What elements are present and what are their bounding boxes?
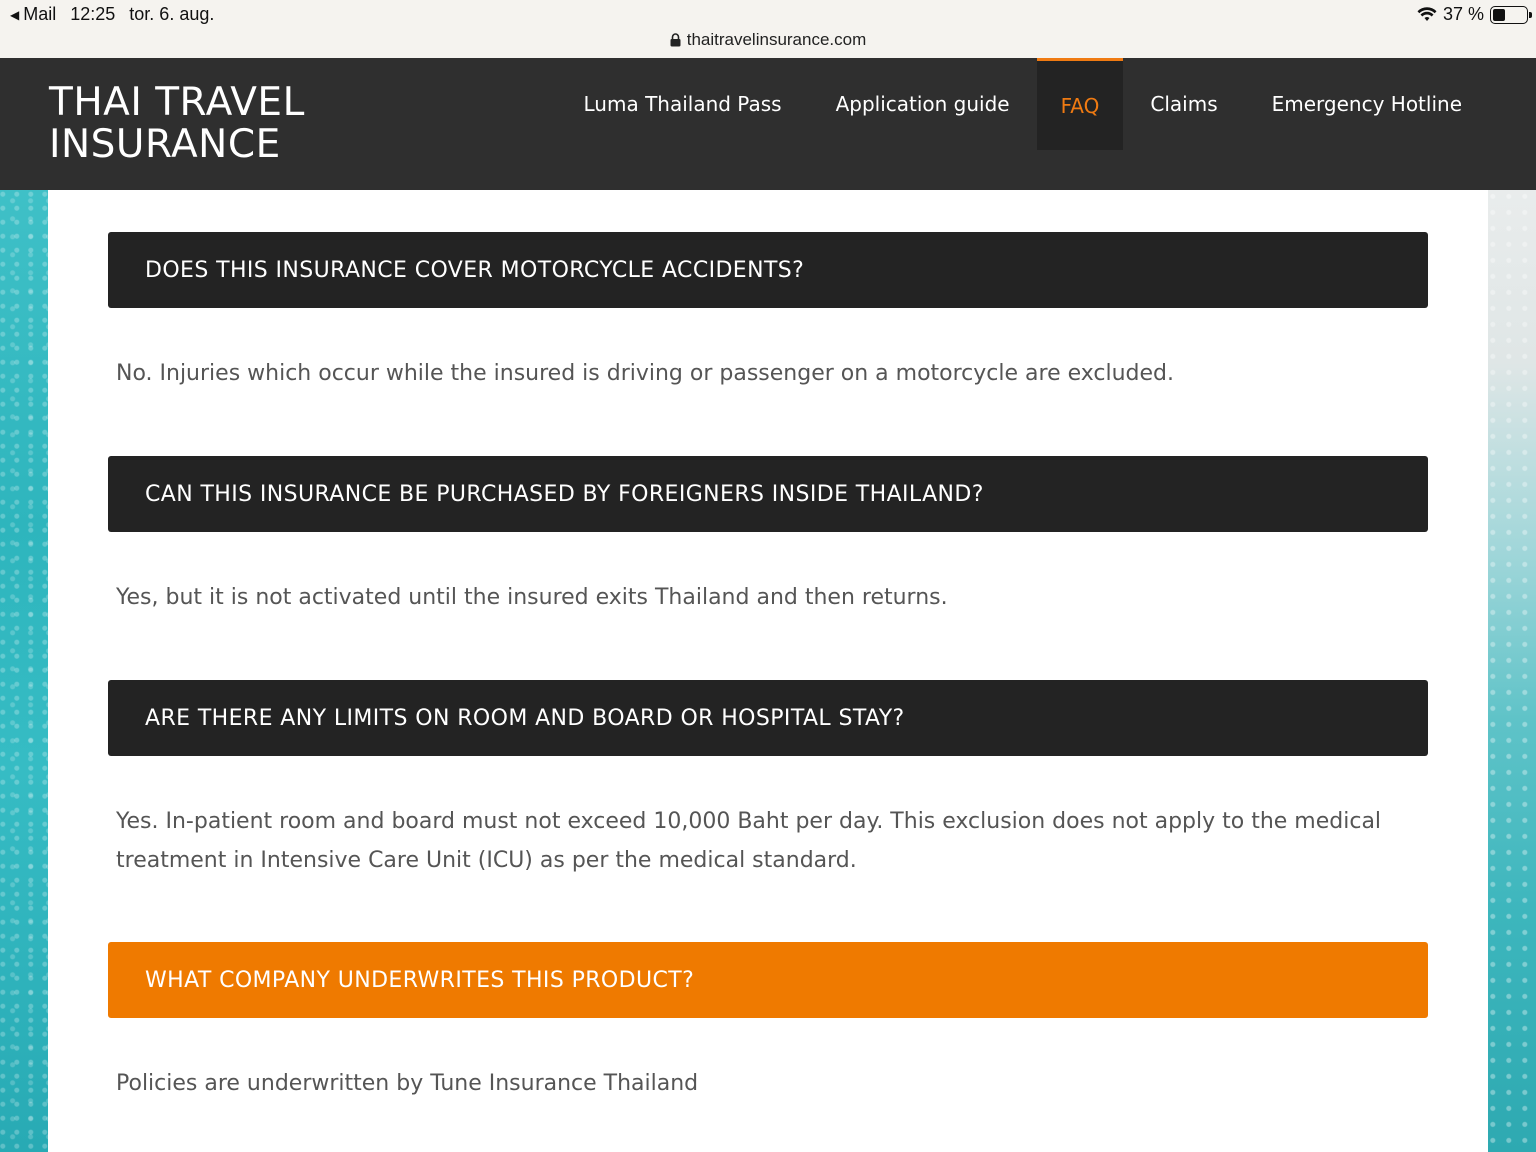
faq-question-3[interactable]: ARE THERE ANY LIMITS ON ROOM AND BOARD OR HOSPITAL STAY?	[108, 680, 1428, 756]
address-bar[interactable]	[0, 30, 1536, 50]
status-bar	[0, 0, 1536, 58]
faq-answer-4: Policies are underwritten by Tune Insurance Thailand	[116, 1071, 699, 1096]
back-to-app-link[interactable]	[10, 4, 56, 25]
site-header	[0, 58, 1536, 190]
status-date: tor. 6. aug.	[129, 4, 215, 24]
back-arrow-icon: ◀	[10, 7, 20, 22]
site-logo[interactable]	[49, 82, 305, 166]
nav-item-luma-thailand-pass[interactable]: Luma Thailand Pass	[583, 92, 782, 116]
background-water-right	[1488, 190, 1536, 1152]
back-app-label: Mail	[23, 4, 57, 24]
battery-icon	[1490, 6, 1528, 24]
nav-item-emergency-hotline[interactable]: Emergency Hotline	[1271, 92, 1462, 116]
faq-answer-3: Yes. In-patient room and board must not exceed 10,000 Baht per day. This exclusion does not apply to the medical treatment in Intensive Care Unit (ICU) as per the medical standard.	[116, 809, 1382, 873]
faq-content	[48, 190, 1488, 1152]
status-right	[1417, 4, 1528, 25]
lock-icon	[670, 33, 681, 47]
battery-fill	[1493, 9, 1505, 21]
faq-question-2[interactable]: CAN THIS INSURANCE BE PURCHASED BY FOREIGNERS INSIDE THAILAND?	[108, 456, 1428, 532]
main-nav	[557, 58, 1490, 150]
nav-item-faq[interactable]: FAQ	[1037, 58, 1124, 150]
faq-answer-2: Yes, but it is not activated until the insured exits Thailand and then returns.	[116, 585, 948, 610]
status-left	[10, 4, 214, 25]
background-water-left	[0, 190, 48, 1152]
wifi-icon	[1417, 7, 1437, 23]
logo-line-1: THAI TRAVEL	[49, 80, 305, 125]
faq-question-1[interactable]: DOES THIS INSURANCE COVER MOTORCYCLE ACCIDENTS?	[108, 232, 1428, 308]
battery-percent: 37 %	[1442, 4, 1484, 24]
logo-line-2: INSURANCE	[49, 122, 281, 167]
faq-answer-1: No. Injuries which occur while the insured is driving or passenger on a motorcycle are excluded.	[116, 361, 1174, 386]
faq-question-4[interactable]: WHAT COMPANY UNDERWRITES THIS PRODUCT?	[108, 942, 1428, 1018]
nav-item-application-guide[interactable]: Application guide	[835, 92, 1010, 116]
status-time: 12:25	[70, 4, 116, 24]
url-text: thaitravelinsurance.com	[686, 30, 867, 49]
nav-item-claims[interactable]: Claims	[1150, 92, 1218, 116]
